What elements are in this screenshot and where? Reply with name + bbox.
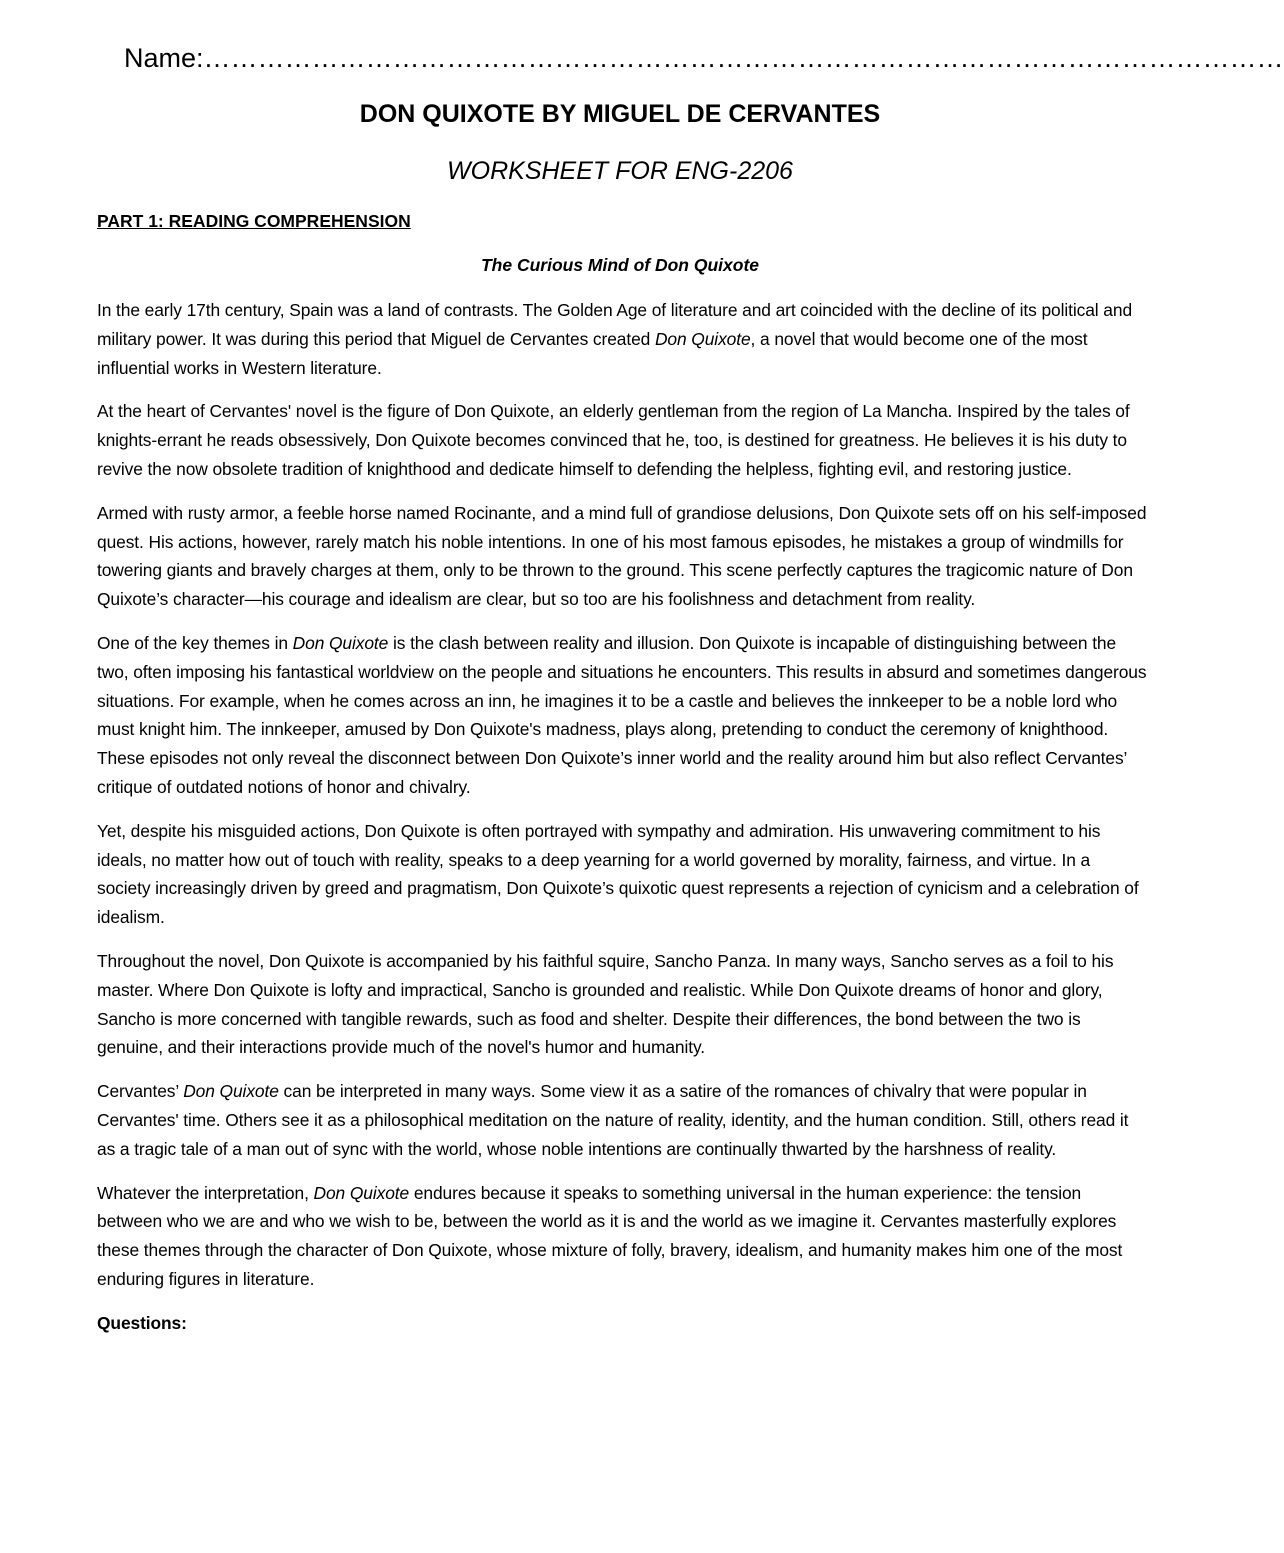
name-field-label: Name:………………………………………………………………………………………………………… (124, 43, 1284, 73)
document-subtitle: WORKSHEET FOR ENG-2206 (447, 157, 793, 185)
book-title: Don Quixote (292, 632, 389, 653)
paragraph-6: Throughout the novel, Don Quixote is accompanied by his faithful squire, Sancho Panza. In many ways, Sancho serves as a foil to his master. Where Don Quixote is lofty and impractical, Sancho is grounded and realistic. While Don Quixote dreams of honor and glory, Sancho is more concerned with tangible rewards, such as food and shelter. Despite their differences, the bond between the two is genuine, and their interactions provide much of the novel's humor and humanity. (97, 950, 1114, 1058)
paragraph-5: Yet, despite his misguided actions, Don Quixote is often portrayed with sympathy and admiration. His unwavering commitment to his ideals, no matter how out of touch with reality, speaks to a deep yearning for a world governed by morality, fairness, and virtue. In a society increasingly driven by greed and pragmatism, Don Quixote’s quixotic quest represents a rejection of cynicism and a celebration of idealism. (97, 820, 1139, 928)
paragraph-4 (97, 629, 1147, 802)
paragraph-text: , a novel that would become one of the most influential works in Western literature. (97, 328, 1088, 378)
paragraph-text: endures because it speaks to something universal in the human experience: the tension between who we are and who we wish to be, between the world as it is and the world as we imagine it. Cervantes masterfully explores these themes through the character of Don Quixote, whose mixture of folly, bravery, idealism, and humanity makes him one of the most enduring figures in literature. (97, 1182, 1123, 1289)
paragraph-text: Cervantes’ (97, 1081, 184, 1102)
paragraph-text: In the early 17th century, Spain was a land of contrasts. The Golden Age of literature and art coincided with the decline of its political and military power. It was during this period that Miguel de Cervantes created (97, 300, 1133, 349)
paragraph-2: At the heart of Cervantes' novel is the figure of Don Quixote, an elderly gentleman from the region of La Mancha. Inspired by the tales of knights-errant he reads obsessively, Don Quixote becomes convinced that he, too, is destined for greatness. He believes it is his duty to revive the now obsolete tradition of knighthood and dedicate himself to defending the helpless, fighting evil, and restoring justice. (97, 401, 1130, 479)
document-title: DON QUIXOTE BY MIGUEL DE CERVANTES (359, 100, 881, 128)
paragraph-text: can be interpreted in many ways. Some view it as a satire of the romances of chivalry that were popular in Cervantes' time. Others see it as a philosophical meditation on the nature of reality, identity, and the human condition. Still, others read it as a tragic tale of a man out of sync with the world, whose noble intentions are continually thwarted by the harshness of reality. (97, 1081, 1129, 1159)
paragraph-8 (97, 1179, 1147, 1294)
section-heading: PART 1: READING COMPREHENSION (97, 211, 411, 231)
passage-title: The Curious Mind of Don Quixote (480, 255, 760, 275)
paragraph-1 (97, 296, 1147, 382)
paragraph-7 (97, 1077, 1147, 1163)
questions-heading: Questions: (97, 1312, 187, 1333)
book-title: Don Quixote (313, 1182, 410, 1203)
passage-body (97, 296, 1147, 1353)
paragraph-3: Armed with rusty armor, a feeble horse named Rocinante, and a mind full of grandiose delusions, Don Quixote sets off on his self-imposed quest. His actions, however, rarely match his noble intentions. In one of his most famous episodes, he mistakes a group of windmills for towering giants and bravely charges at them, only to be thrown to the ground. This scene perfectly captures the tragicomic nature of Don Quixote’s character—his courage and idealism are clear, but so too are his foolishness and detachment from reality. (97, 502, 1147, 610)
paragraph-text: One of the key themes in (97, 632, 293, 653)
book-title: Don Quixote (654, 328, 751, 349)
book-title: Don Quixote (183, 1081, 279, 1102)
paragraph-text: is the clash between reality and illusion. Don Quixote is incapable of distinguishing between the two, often imposing his fantastical worldview on the people and situations he encounters. This results in absurd and sometimes dangerous situations. For example, when he comes across an inn, he imagines it to be a castle and believes the innkeeper to be a noble lord who must knight him. The innkeeper, amused by Don Quixote's madness, plays along, pretending to conduct the ceremony of knighthood. These episodes not only reveal the disconnect between Don Quixote’s inner world and the reality around him but also reflect Cervantes’ critique of outdated notions of honor and chivalry. (97, 632, 1147, 797)
paragraph-text: Whatever the interpretation, (97, 1182, 314, 1203)
